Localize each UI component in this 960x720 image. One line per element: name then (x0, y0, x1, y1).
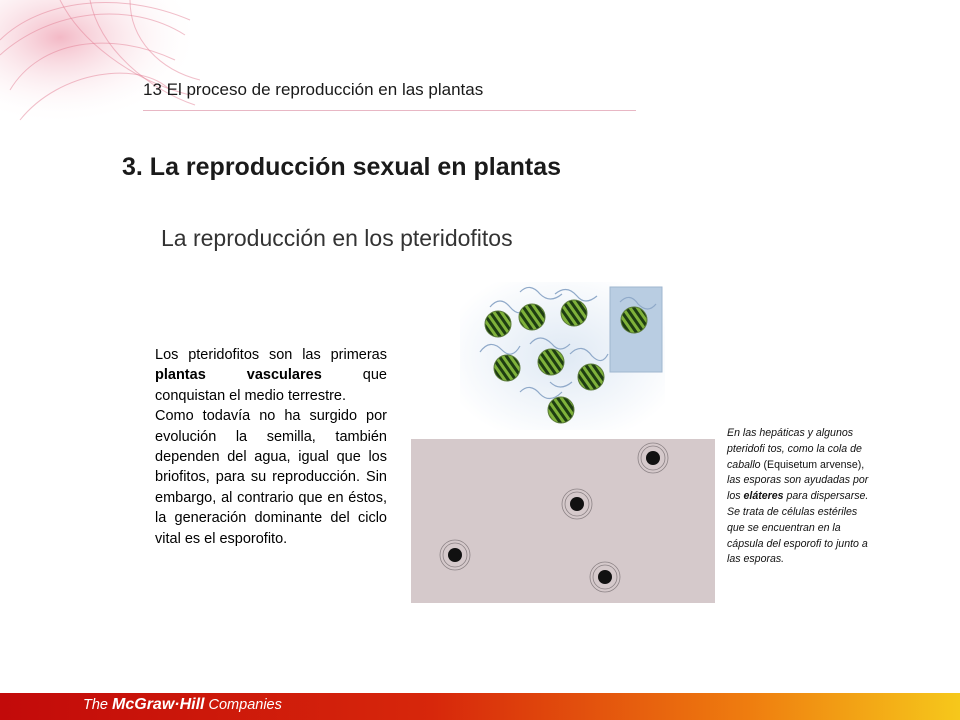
caption-text-2: las esporas son ayudadas por los (727, 474, 869, 503)
spores-illustration (460, 282, 665, 430)
logo-the: The (83, 697, 113, 713)
publisher-logo (83, 696, 282, 714)
section-subtitle: La reproducción en los pteridofitos (161, 225, 513, 251)
p1-text-end: que conquistan el medio terrestre. (155, 367, 387, 404)
footer-bar (0, 693, 960, 720)
caption-text-1: En las hepáticas y algunos pteridofi tos, como la cola de caballo (727, 427, 862, 471)
spores-micrograph (411, 439, 715, 603)
section-title: 3. La reproducción sexual en plantas (122, 153, 562, 181)
p1-text-start: Los pteridofitos son las primeras (155, 347, 387, 363)
decorative-swirl (0, 0, 200, 125)
header-divider (143, 110, 636, 111)
logo-companies: Companies (204, 697, 282, 713)
body-text (155, 345, 387, 549)
caption-text-3: para dispersarse. Se trata de células estériles que se encuentran en la cápsula del esporofi to junto a las esporas. (727, 490, 869, 566)
figure-caption (727, 426, 877, 568)
p1-bold-term: plantas vasculares (155, 367, 322, 384)
paragraph-1 (155, 345, 387, 406)
logo-name: McGraw·Hill (112, 696, 205, 713)
chapter-title: 13 El proceso de reproducción en las plantas (143, 80, 484, 99)
caption-species: (Equisetum arvense), (763, 458, 865, 471)
paragraph-2: Como todavía no ha surgido por evolución la semilla, también dependen del agua, igual que los briofitos, para su reproducción. Sin embargo, al contrario que en éstos, la generación dominante del ciclo vital es el esporofito. (155, 408, 387, 547)
caption-bold-term: eláteres (743, 490, 784, 503)
